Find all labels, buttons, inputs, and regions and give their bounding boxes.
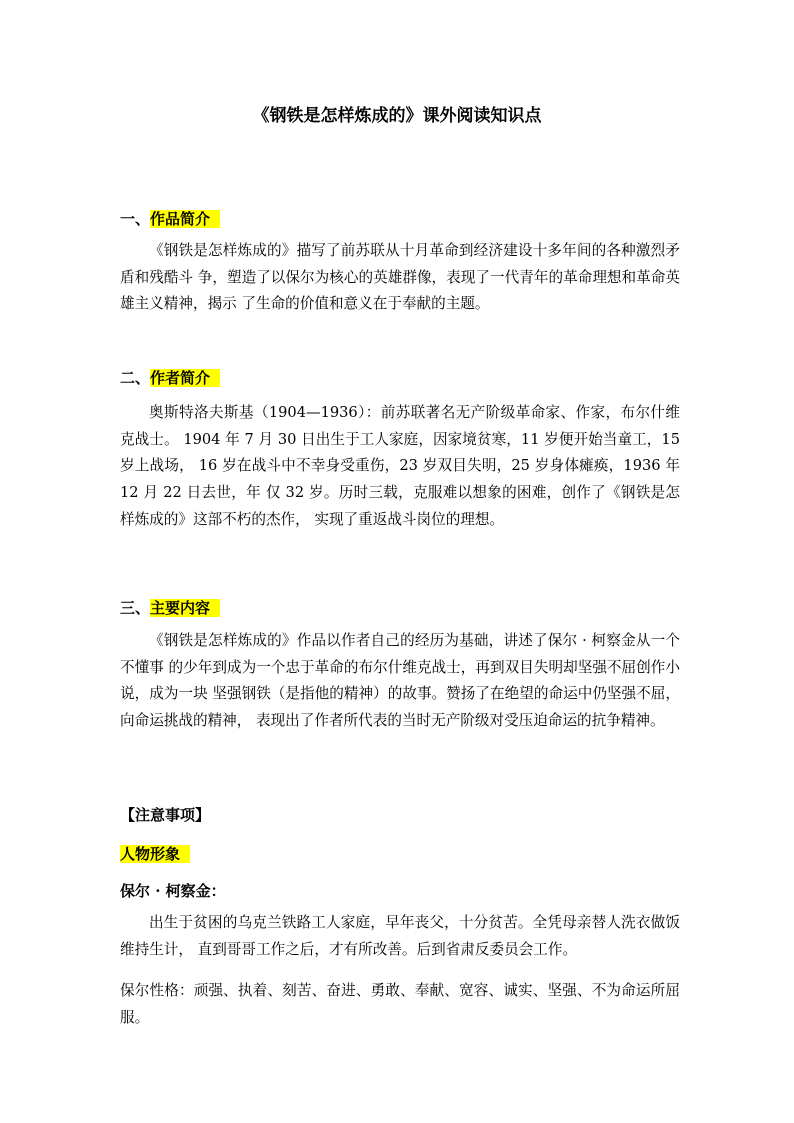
- character-bio: 出生于贫困的乌克兰铁路工人家庭，早年丧父，十分贫苦。全凭母亲替人洗衣做饭维持生计， 直到哥哥工作之后，才有所改善。后到省肃反委员会工作。: [120, 914, 680, 958]
- section-heading-author: [120, 367, 220, 389]
- section-heading-intro: [120, 208, 220, 230]
- section-number: 二、: [120, 369, 151, 387]
- character-heading: [120, 843, 190, 865]
- section-title-highlight: 作品简介: [150, 210, 220, 228]
- character-heading-highlight: 人物形象: [120, 845, 190, 863]
- section-title-highlight: 作者简介: [150, 369, 220, 387]
- section-paragraph-content: 《钢铁是怎样炼成的》作品以作者自己的经历为基础，讲述了保尔 · 柯察金从一个不懂事 的少年到成为一个忠于革命的布尔什维克战士，再到双目失明却坚强不屈创作小说，成为一块 坚强钢铁（是指他的精神）的故事。赞扬了在绝望的命运中仍坚强不屈，向命运挑战的精神， 表现出了作者所代表的当时无产阶级对受压迫命运的抗争精神。: [120, 632, 680, 730]
- page-title: 《钢铁是怎样炼成的》课外阅读知识点: [252, 106, 542, 126]
- section-number: 三、: [120, 599, 151, 617]
- section-number: 一、: [120, 210, 151, 228]
- character-name: 保尔 · 柯察金：: [120, 882, 226, 900]
- character-traits: 保尔性格：顽强、执着、刻苦、奋进、勇敢、奉献、宽容、诚实、坚强、不为命运所屈服。: [120, 982, 680, 1026]
- section-title-highlight: 主要内容: [150, 599, 220, 617]
- section-heading-content: [120, 597, 220, 619]
- notes-heading: 【注意事项】: [120, 806, 211, 824]
- section-paragraph-author: 奥斯特洛夫斯基（1904—1936）：前苏联著名无产阶级革命家、作家，布尔什维克战士。 1904 年 7 月 30 日出生于工人家庭，因家境贫寒，11 岁便开始当童工，15 岁上战场， 16 岁在战斗中不幸身受重伤，23 岁双目失明，25 岁身体瘫痪，1936 年 12 月 22 日去世，年 仅 32 岁。历时三载，克服难以想象的困难，创作了《钢铁是怎样炼成的》这部不朽的杰作， 实现了重返战斗岗位的理想。: [120, 404, 680, 528]
- section-paragraph-intro: 《钢铁是怎样炼成的》描写了前苏联从十月革命到经济建设十多年间的各种激烈矛盾和残酷斗 争，塑造了以保尔为核心的英雄群像，表现了一代青年的革命理想和革命英雄主义精神，揭示 了生命的价值和意义在于奉献的主题。: [120, 242, 680, 313]
